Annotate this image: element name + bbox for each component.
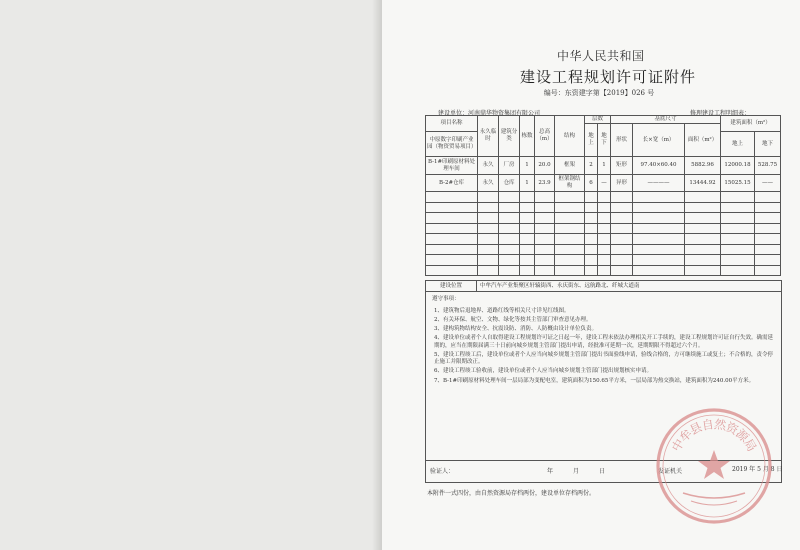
note-item: 5、建设工程竣工后，建设单位或者个人应当向城乡规划主管部门提出书面验线申请，验线合格的，方可继续施工或复土；不合格的，责令停止施工并限期改正。 bbox=[434, 351, 774, 366]
header-floors-below: 地下 bbox=[598, 124, 611, 157]
notes-title: 遵守事项： bbox=[432, 296, 460, 302]
table-row: B-1#印刷原材料处理车间 永久 厂房 1 20.0 框架 2 1 矩形 97.40×60.40 5882.96 12000.18 528.75 bbox=[426, 157, 781, 175]
verify-date: 年月日 bbox=[547, 468, 626, 475]
header-ba-below: 地下 bbox=[755, 132, 781, 157]
construction-unit-label: 建设单位： bbox=[438, 110, 469, 117]
empty-row bbox=[426, 234, 781, 245]
empty-row bbox=[426, 192, 781, 203]
seal-char: 县 bbox=[687, 419, 705, 438]
header-category: 建筑分类 bbox=[499, 116, 520, 157]
seal-char: 然 bbox=[713, 417, 728, 433]
header-ba-above: 地上 bbox=[721, 132, 755, 157]
seal-char: 中 bbox=[668, 436, 688, 454]
header-shape: 形状 bbox=[611, 124, 633, 157]
table-row: B-2#仓库 永久 仓库 1 23.9 框架钢结构 6 — 异形 ———— 13444.92 15025.15 —— bbox=[426, 175, 781, 192]
note-item: 2、有关环保、航空、文物、绿化等按其主管部门审查意见办理。 bbox=[434, 317, 592, 324]
header-size: 长×宽（m） bbox=[633, 124, 685, 157]
header-height: 总高（m） bbox=[535, 116, 555, 157]
note-item: 3、建构筑物结构安全、抗震设防、消防、人防概由设计单位负责。 bbox=[434, 326, 598, 333]
empty-row bbox=[426, 202, 781, 213]
note-item: 6、建设工程竣工验收前，建设单位或者个人应当向城乡规划主管部门提出规划核实申请。 bbox=[434, 368, 653, 375]
empty-row bbox=[426, 213, 781, 224]
notes-list bbox=[434, 308, 774, 387]
issue-date: 2019 年 5 月 8 日 bbox=[732, 466, 783, 473]
document-title: 建设工程规划许可证附件 bbox=[520, 68, 697, 86]
note-item: 7、B-1#印刷原材料处理车间一层局部为变配电室，建筑面积为150.65平方米，一层局部为热交换站，建筑面积为240.00平方米。 bbox=[434, 377, 755, 384]
official-seal-icon bbox=[653, 405, 775, 527]
header-area: 面积（m²） bbox=[685, 124, 721, 157]
header-nature: 永久临时 bbox=[478, 116, 499, 157]
header-floors-above: 地上 bbox=[585, 124, 598, 157]
note-item: 4、建设单位或者个人自取得建设工程规划许可证之日起一年，建设工程未依法办理相关开工手续的，建设工程规划许可证自行失效。确需延期的，应当在期限届满三十日前向城乡规划主管部门提出申请，经批准可延期一次，延期期限不得超过六个月。 bbox=[434, 335, 774, 349]
detail-table-note: 修理建设工程明细表： bbox=[690, 110, 751, 117]
permit-number: 编号：东资建字第【2019】026 号 bbox=[543, 89, 655, 97]
header-floors: 层数 bbox=[585, 116, 611, 124]
header-build-area: 建筑面积（m²） bbox=[721, 116, 781, 132]
empty-row bbox=[426, 265, 781, 276]
construction-unit-value: 河南鼎华物资集团有限公司 bbox=[468, 110, 541, 117]
seal-char: 资 bbox=[723, 419, 741, 438]
group-name: 中原数字印刷产业园（物资贸易项目） bbox=[426, 132, 478, 157]
header-project: 项目名称 bbox=[426, 116, 478, 132]
verifier-label: 验证人： bbox=[430, 468, 455, 475]
header-structure: 结构 bbox=[555, 116, 585, 157]
country-title: 中华人民共和国 bbox=[557, 49, 645, 63]
empty-row bbox=[426, 244, 781, 255]
header-count: 栋数 bbox=[520, 116, 535, 157]
location-label: 建设位置 bbox=[426, 281, 477, 292]
note-item: 1、建筑物后退地界、道路红线等相关尺寸详见红线图。 bbox=[434, 308, 570, 314]
bottom-note: 本附件一式四份，由自然资源局存档两份，建设单位存档两份。 bbox=[427, 490, 596, 497]
seal-char: 牟 bbox=[676, 426, 695, 445]
empty-row bbox=[426, 223, 781, 234]
header-base: 基底尺寸 bbox=[611, 116, 721, 124]
seal-char: 局 bbox=[740, 436, 760, 454]
location-value: 中牟汽车产业集聚区轩辕街西、永庆街东、远航路北、纤城大道南 bbox=[480, 283, 640, 289]
issuer-label: 发证机关 bbox=[658, 468, 683, 475]
seal-char: 源 bbox=[733, 426, 752, 445]
seal-char: 自 bbox=[700, 417, 715, 433]
empty-row bbox=[426, 255, 781, 266]
project-table bbox=[425, 115, 781, 276]
